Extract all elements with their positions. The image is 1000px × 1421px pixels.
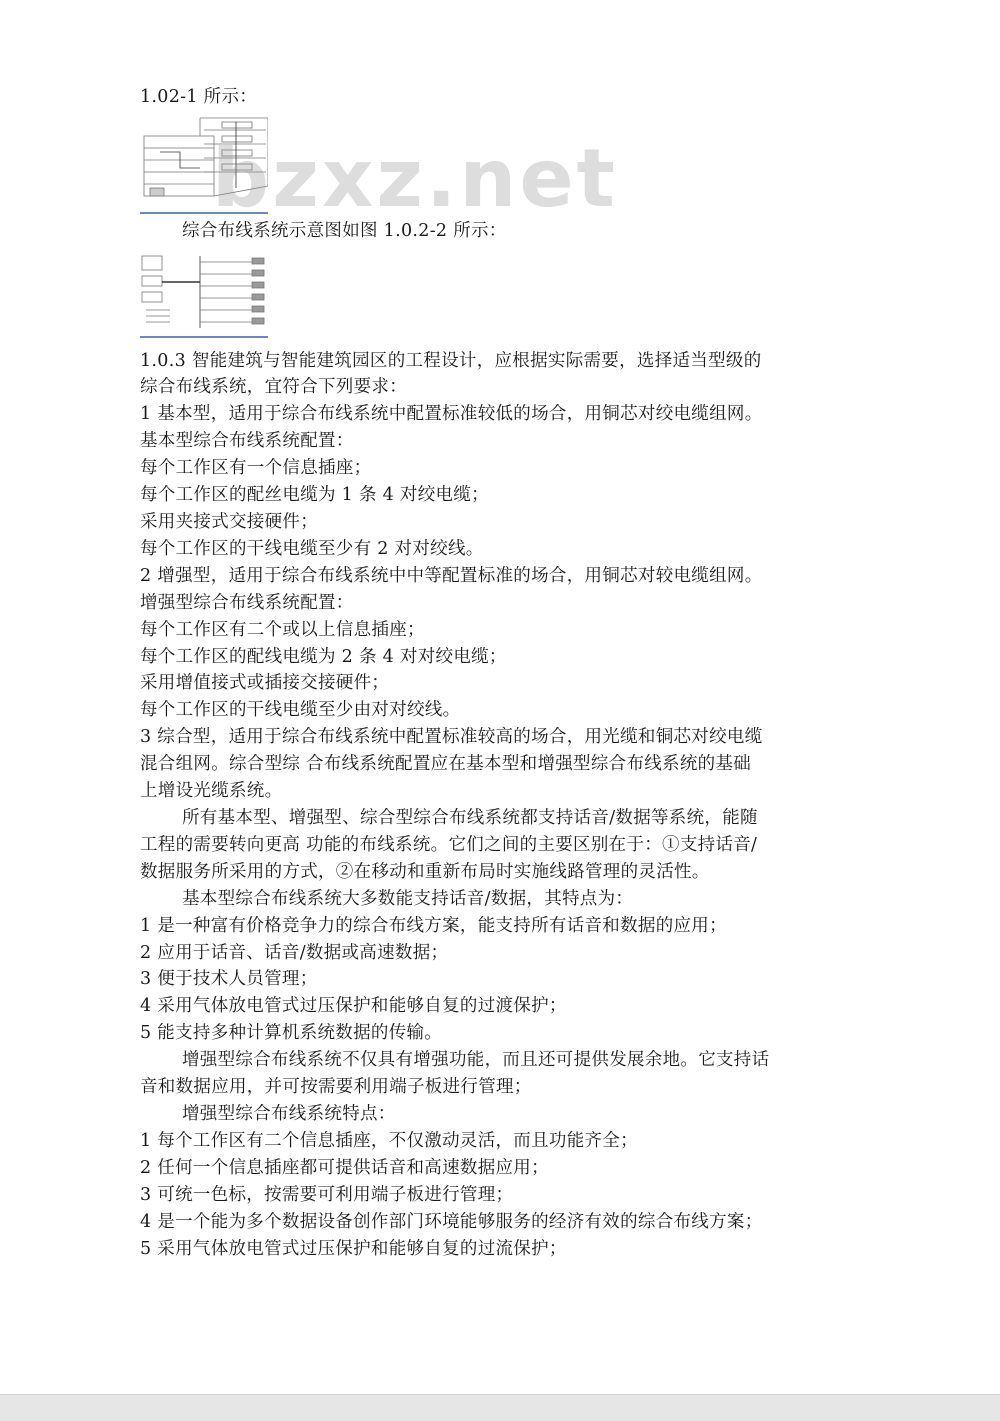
text-line: 基本型综合布线系统大多数能支持话音/数据，其特点为： xyxy=(182,889,634,909)
text-line: 每个工作区有二个或以上信息插座； xyxy=(140,620,425,640)
text-line: 每个工作区的配丝电缆为 1 条 4 对绞电缆； xyxy=(140,485,489,505)
text-line: 4 采用气体放电管式过压保护和能够自复的过渡保护； xyxy=(140,996,567,1016)
text-line: 数据服务所采用的方式，②在移动和重新布局时实施线路管理的灵活性。 xyxy=(140,862,710,882)
text-line: 2 任何一个信息插座都可提供话音和高速数据应用； xyxy=(140,1158,549,1178)
text-line: 每个工作区有一个信息插座； xyxy=(140,458,372,478)
watermark: bzxz.net xyxy=(212,132,618,225)
text-line: 增强型综合布线系统配置： xyxy=(140,593,354,613)
text-line: 2 增强型，适用于综合布线系统中中等配置标准的场合，用铜芯对较电缆组网。 xyxy=(140,566,763,586)
text-line: 5 能支持多种计算机系统数据的传输。 xyxy=(140,1023,443,1043)
text-line: 每个工作区的配线电缆为 2 条 4 对对绞电缆； xyxy=(140,647,507,667)
text-line: 增强型综合布线系统不仅具有增强功能，而且还可提供发展余地。它支持话 xyxy=(182,1050,770,1070)
text-line: 混合组网。综合型综 合布线系统配置应在基本型和增强型综合布线系统的基础 xyxy=(140,754,752,774)
text-line: 1 是一种富有价格竞争力的综合布线方案，能支持所有话音和数据的应用； xyxy=(140,916,727,936)
text-line: 增强型综合布线系统特点： xyxy=(182,1104,396,1124)
text-line: 基本型综合布线系统配置： xyxy=(140,431,354,451)
text-line: 4 是一个能为多个数据设备创作部门环境能够服务的经济有效的综合布线方案； xyxy=(140,1212,763,1232)
text-line: 1.0.3 智能建筑与智能建筑园区的工程设计，应根据实际需要，选择适当型级的 xyxy=(140,351,762,371)
text-line: 2 应用于话音、话音/数据或高速数据； xyxy=(140,943,449,963)
text-line: 采用增值接式或插接交接硬件； xyxy=(140,673,390,693)
text-line: 综合布线系统示意图如图 1.0.2-2 所示： xyxy=(182,221,507,241)
system-diagram-image xyxy=(140,252,268,338)
text-line: 3 综合型，适用于综合布线系统中配置标准较高的场合，用光缆和铜芯对绞电缆 xyxy=(140,727,763,747)
text-line: 5 采用气体放电管式过压保护和能够自复的过流保护； xyxy=(140,1239,567,1259)
text-line: 采用夹接式交接硬件； xyxy=(140,512,318,532)
text-line: 上增设光缆系统。 xyxy=(140,781,283,801)
text-line: 工程的需要转向更高 功能的布线系统。它们之间的主要区别在于：①支持话音/ xyxy=(140,835,758,855)
text-line: 3 便于技术人员管理； xyxy=(140,969,318,989)
text-line: 综合布线系统，宜符合下列要求： xyxy=(140,377,407,397)
text-line: 1 基本型，适用于综合布线系统中配置标准较低的场合，用铜芯对绞电缆组网。 xyxy=(140,404,763,424)
text-line: 3 可统一色标，按需要可利用端子板进行管理； xyxy=(140,1185,514,1205)
text-line: 1 每个工作区有二个信息插座，不仅激动灵活，而且功能齐全； xyxy=(140,1131,638,1151)
text-line: 每个工作区的干线电缆至少有 2 对对绞线。 xyxy=(140,539,484,559)
text-line: 所有基本型、增强型、综合型综合布线系统都支持话音/数据等系统，能随 xyxy=(182,808,758,828)
text-line: 1.02-1 所示： xyxy=(140,87,258,107)
viewer-bottom-bar xyxy=(0,1394,1000,1421)
text-line: 音和数据应用，并可按需要利用端子板进行管理； xyxy=(140,1077,532,1097)
text-line: 每个工作区的干线电缆至少由对对绞线。 xyxy=(140,700,461,720)
